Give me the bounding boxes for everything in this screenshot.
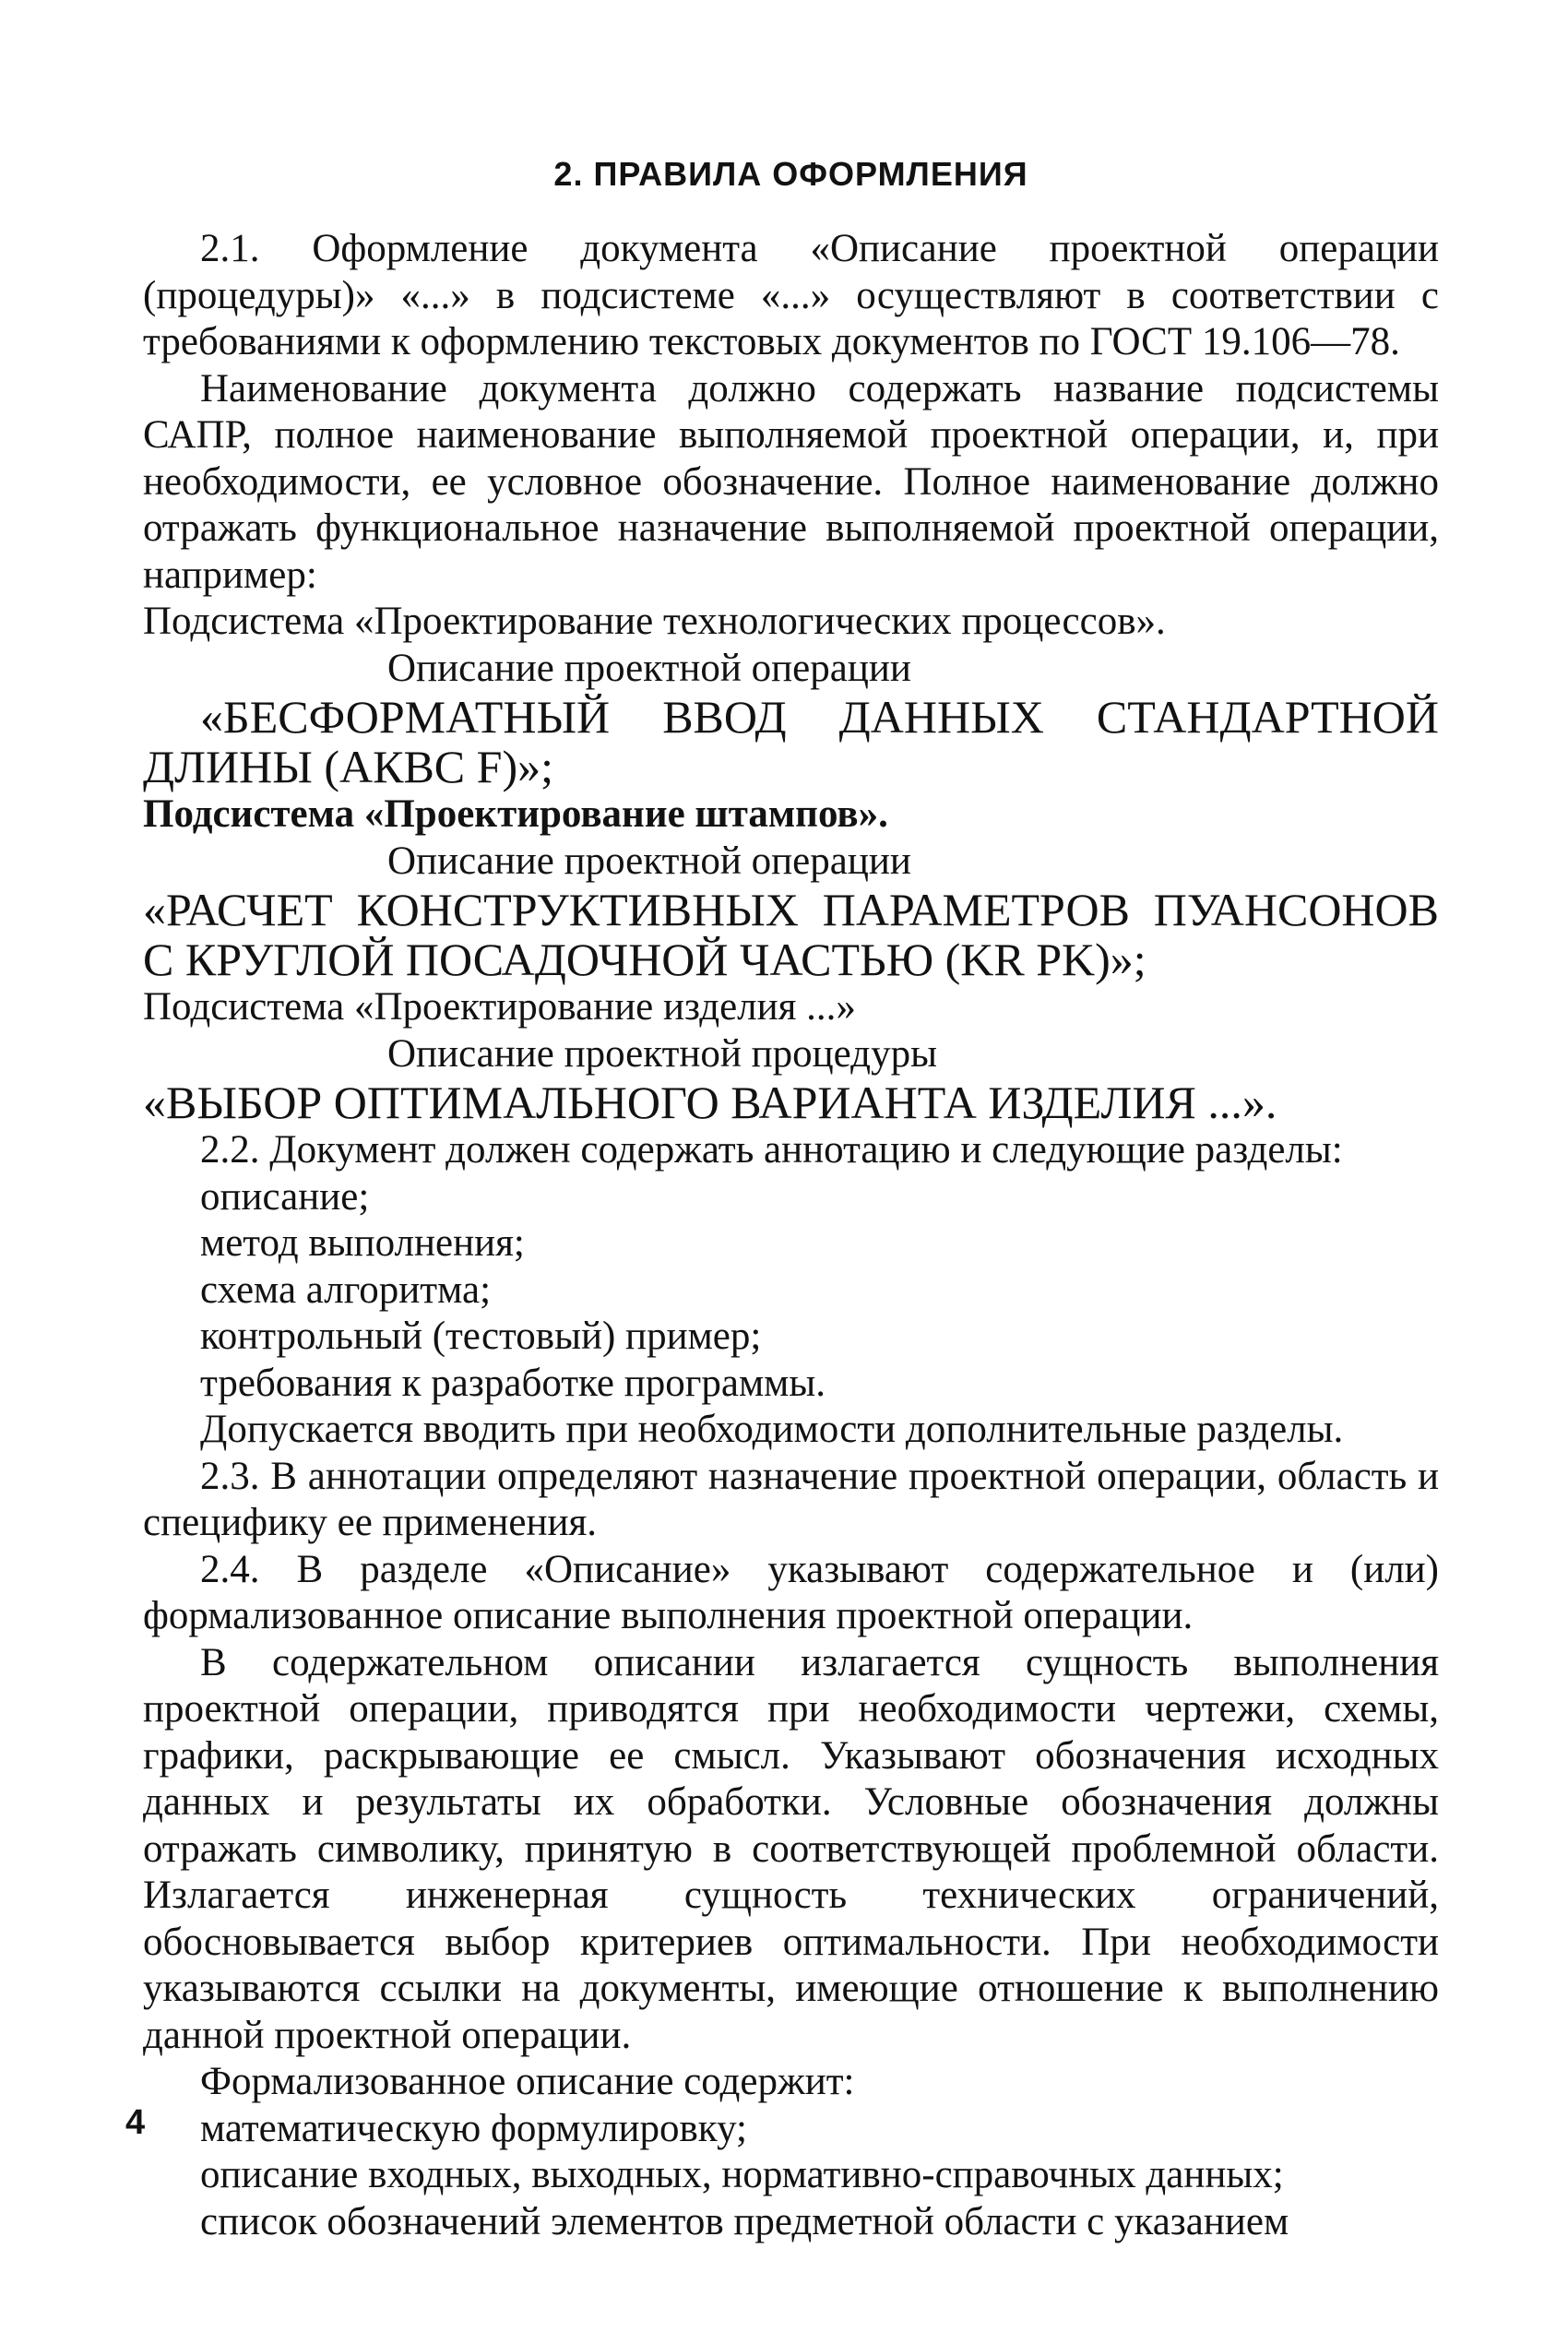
paragraph-2-3: 2.3. В аннотации определяют назначение проектной операции, область и специфику ее применения.: [143, 1454, 1439, 1544]
example-1: [143, 599, 1439, 791]
list-item: описание;: [200, 1174, 370, 1219]
list-item: контрольный (тестовый) пример;: [200, 1315, 762, 1358]
example-name: «БЕСФОРМАТНЫЙ ВВОД ДАННЫХ СТАНДАРТНОЙ ДЛИНЫ (АКВС F)»;: [143, 691, 1439, 792]
section-heading: 2. ПРАВИЛА ОФОРМЛЕНИЯ: [553, 155, 1028, 193]
list-item: описание входных, выходных, нормативно-справочных данных;: [200, 2153, 1284, 2196]
example-2: [143, 791, 1439, 984]
list-item: метод выполнения;: [200, 1221, 525, 1265]
page-number: 4: [125, 2103, 146, 2142]
example-subsystem: Подсистема «Проектирование штампов».: [143, 792, 888, 836]
example-description: Описание проектной операции: [387, 646, 911, 690]
list-item: список обозначений элементов предметной области с указанием: [200, 2199, 1289, 2243]
example-description: Описание проектной операции: [387, 839, 911, 883]
paragraph-extra-sections: Допускается вводить при необходимости дополнительные разделы.: [200, 1408, 1344, 1451]
paragraph-formal-description: Формализованное описание содержит:: [200, 2060, 855, 2103]
example-description: Описание проектной процедуры: [387, 1031, 937, 1076]
example-subsystem: Подсистема «Проектирование технологических процессов».: [143, 600, 1166, 643]
example-subsystem: Подсистема «Проектирование изделия ...»: [143, 985, 856, 1029]
list-item: схема алгоритма;: [200, 1267, 492, 1312]
paragraph-2-4: 2.4. В разделе «Описание» указывают содержательное и (или) формализованное описание выполнения проектной операции.: [143, 1547, 1439, 1637]
example-name: «ВЫБОР ОПТИМАЛЬНОГО ВАРИАНТА ИЗДЕЛИЯ ...».: [143, 1077, 1277, 1128]
list-item: требования к разработке программы.: [200, 1361, 826, 1405]
example-3: [143, 984, 1439, 1127]
document-page: [143, 0, 1439, 2332]
paragraph-naming: Наименование документа должно содержать название подсистемы САПР, полное наименование выполняемой проектной операции, и, при необходимости, ее условное обозначение. Полное наименование должно отражать функциональное назначение выполняемой проектной операции, например:: [143, 366, 1439, 597]
body-text: [143, 226, 1439, 2245]
paragraph-2-1: 2.1. Оформление документа «Описание проектной операции (процедуры)» «...» в подсистеме «...» осуществляют в соответствии с требованиями к оформлению текстовых документов по ГОСТ 19.106—78.: [143, 227, 1439, 363]
paragraph-2-2: 2.2. Документ должен содержать аннотацию и следующие разделы:: [200, 1128, 1343, 1172]
list-item: математическую формулировку;: [200, 2106, 747, 2150]
example-name: «РАСЧЕТ КОНСТРУКТИВНЫХ ПАРАМЕТРОВ ПУАНСОНОВ С КРУГЛОЙ ПОСАДОЧНОЙ ЧАСТЬЮ (KR PK)»;: [143, 884, 1439, 985]
paragraph-content-description: В содержательном описании излагается сущность выполнения проектной операции, приводятся при необходимости чертежи, схемы, графики, раскрывающие ее смысл. Указывают обозначения исходных данных и результаты их обработки. Условные обозначения должны отражать символику, принятую в соответствующей проблемной области. Излагается инженерная сущность технических ограничений, обосновывается выбор критериев оптимальности. При необходимости указываются ссылки на документы, имеющие отношение к выполнению данной проектной операции.: [143, 1640, 1439, 2057]
